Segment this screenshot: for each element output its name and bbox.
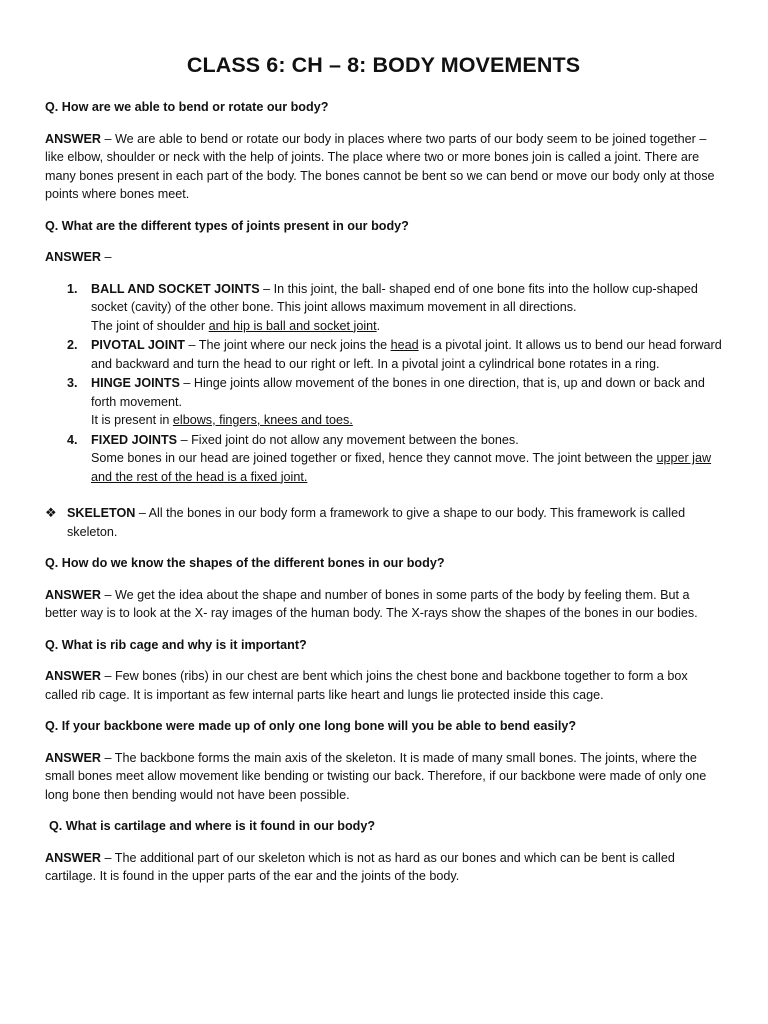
item-underlined-text: elbows, fingers, knees and toes. — [172, 413, 353, 427]
item-underlined-text: head — [390, 338, 419, 352]
item-heading: HINGE JOINTS — [91, 376, 180, 390]
answer-1 — [45, 130, 722, 204]
question-1: Q. How are we able to bend or rotate our body? — [45, 100, 329, 114]
item-text: – Hinge joints allow movement of the bones in one direction, that is, up and down or back and forth movement. — [91, 376, 705, 409]
question-4: Q. What is rib cage and why is it important? — [45, 637, 307, 652]
list-item-pivotal — [45, 336, 722, 373]
item-text: is a pivotal joint. It allows us to bend our head forward and backward and turn the head to our right or left. In a pivotal joint a cylindrical bone rotates in a ring. — [91, 338, 722, 371]
answer-text: – We are able to bend or rotate our body in places where two parts of our body seem to be joined together – like elbow, shoulder or neck with the help of joints. The place where two or more bones join is called a joint. There are many bones present in each part of the body. The bones cannot be bent so we can bend or move our body only at those points where bones meet. — [45, 131, 715, 201]
item-text: . — [376, 318, 381, 333]
answer-label: ANSWER — [45, 669, 101, 683]
item-text: The joint of shoulder — [91, 318, 209, 333]
answer-label: ANSWER — [45, 850, 101, 865]
list-number: 2. — [67, 338, 78, 352]
skeleton-text: – All the bones in our body form a framework to give a shape to our body. This framework is called skeleton. — [67, 506, 686, 539]
item-underlined-text: upper jaw and the rest of the head is a fixed joint. — [91, 451, 712, 484]
list-number: 4. — [67, 432, 78, 447]
answer-5 — [45, 749, 722, 805]
item-text: – The joint where our neck joins the — [185, 338, 391, 352]
answer-text: – — [100, 250, 112, 264]
item-heading: FIXED JOINTS — [91, 432, 178, 447]
list-item-fixed — [45, 431, 722, 487]
answer-label: ANSWER — [45, 250, 101, 264]
question-2: Q. What are the different types of joints present in our body? — [45, 218, 409, 233]
list-number: 1. — [67, 281, 78, 296]
list-item-ball-socket — [45, 280, 722, 336]
answer-text: – Few bones (ribs) in our chest are bent which joins the chest bone and backbone together to form a box called rib cage. It is important as few internal parts like heart and lungs lie protected inside this cage. — [45, 669, 688, 702]
question-3: Q. How do we know the shapes of the different bones in our body? — [45, 556, 445, 570]
skeleton-definition — [45, 504, 722, 541]
answer-4 — [45, 667, 722, 704]
page-title: CLASS 6: CH – 8: BODY MOVEMENTS — [186, 53, 581, 77]
answer-2 — [45, 248, 722, 267]
answer-label: ANSWER — [45, 750, 101, 765]
list-number: 3. — [67, 376, 78, 390]
item-text: Some bones in our head are joined together or fixed, hence they cannot move. The joint between the — [91, 451, 657, 465]
answer-3 — [45, 586, 722, 623]
skeleton-heading: SKELETON — [67, 506, 136, 520]
item-text: – Fixed joint do not allow any movement between the bones. — [177, 432, 519, 447]
question-6: Q. What is cartilage and where is it found in our body? — [49, 819, 376, 833]
answer-6 — [45, 849, 722, 886]
item-heading: BALL AND SOCKET JOINTS — [91, 281, 260, 296]
diamond-bullet-icon: ❖ — [45, 505, 57, 520]
answer-text: – The additional part of our skeleton which is not as hard as our bones and which can be bent is called cartilage. It is found in the upper parts of the ear and the joints of the body. — [45, 850, 675, 883]
answer-text: – The backbone forms the main axis of the skeleton. It is made of many small bones. The joints, where the small bones meet allow movement like bending or twisting our back. Therefore, if our backbone were made of only one long bone then bending would not have been possible. — [45, 750, 707, 802]
item-text: It is present in — [91, 413, 173, 427]
joints-list — [45, 280, 722, 487]
item-underlined-text: and hip is ball and socket joint — [208, 318, 377, 333]
answer-label: ANSWER — [45, 131, 101, 146]
answer-text: – We get the idea about the shape and number of bones in some parts of the body by feeling them. But a better way is to look at the X- ray images of the human body. The X-rays show the shapes of the bones in our bodies. — [45, 587, 698, 620]
item-text: – In this joint, the ball- shaped end of one bone fits into the hollow cup-shaped socket (cavity) of the other bone. This joint allows maximum movement in all directions. — [91, 281, 698, 314]
item-heading: PIVOTAL JOINT — [91, 338, 185, 352]
list-item-hinge — [45, 374, 722, 430]
question-5: Q. If your backbone were made up of only one long bone will you be able to bend easily? — [45, 719, 577, 733]
answer-label: ANSWER — [45, 587, 101, 602]
